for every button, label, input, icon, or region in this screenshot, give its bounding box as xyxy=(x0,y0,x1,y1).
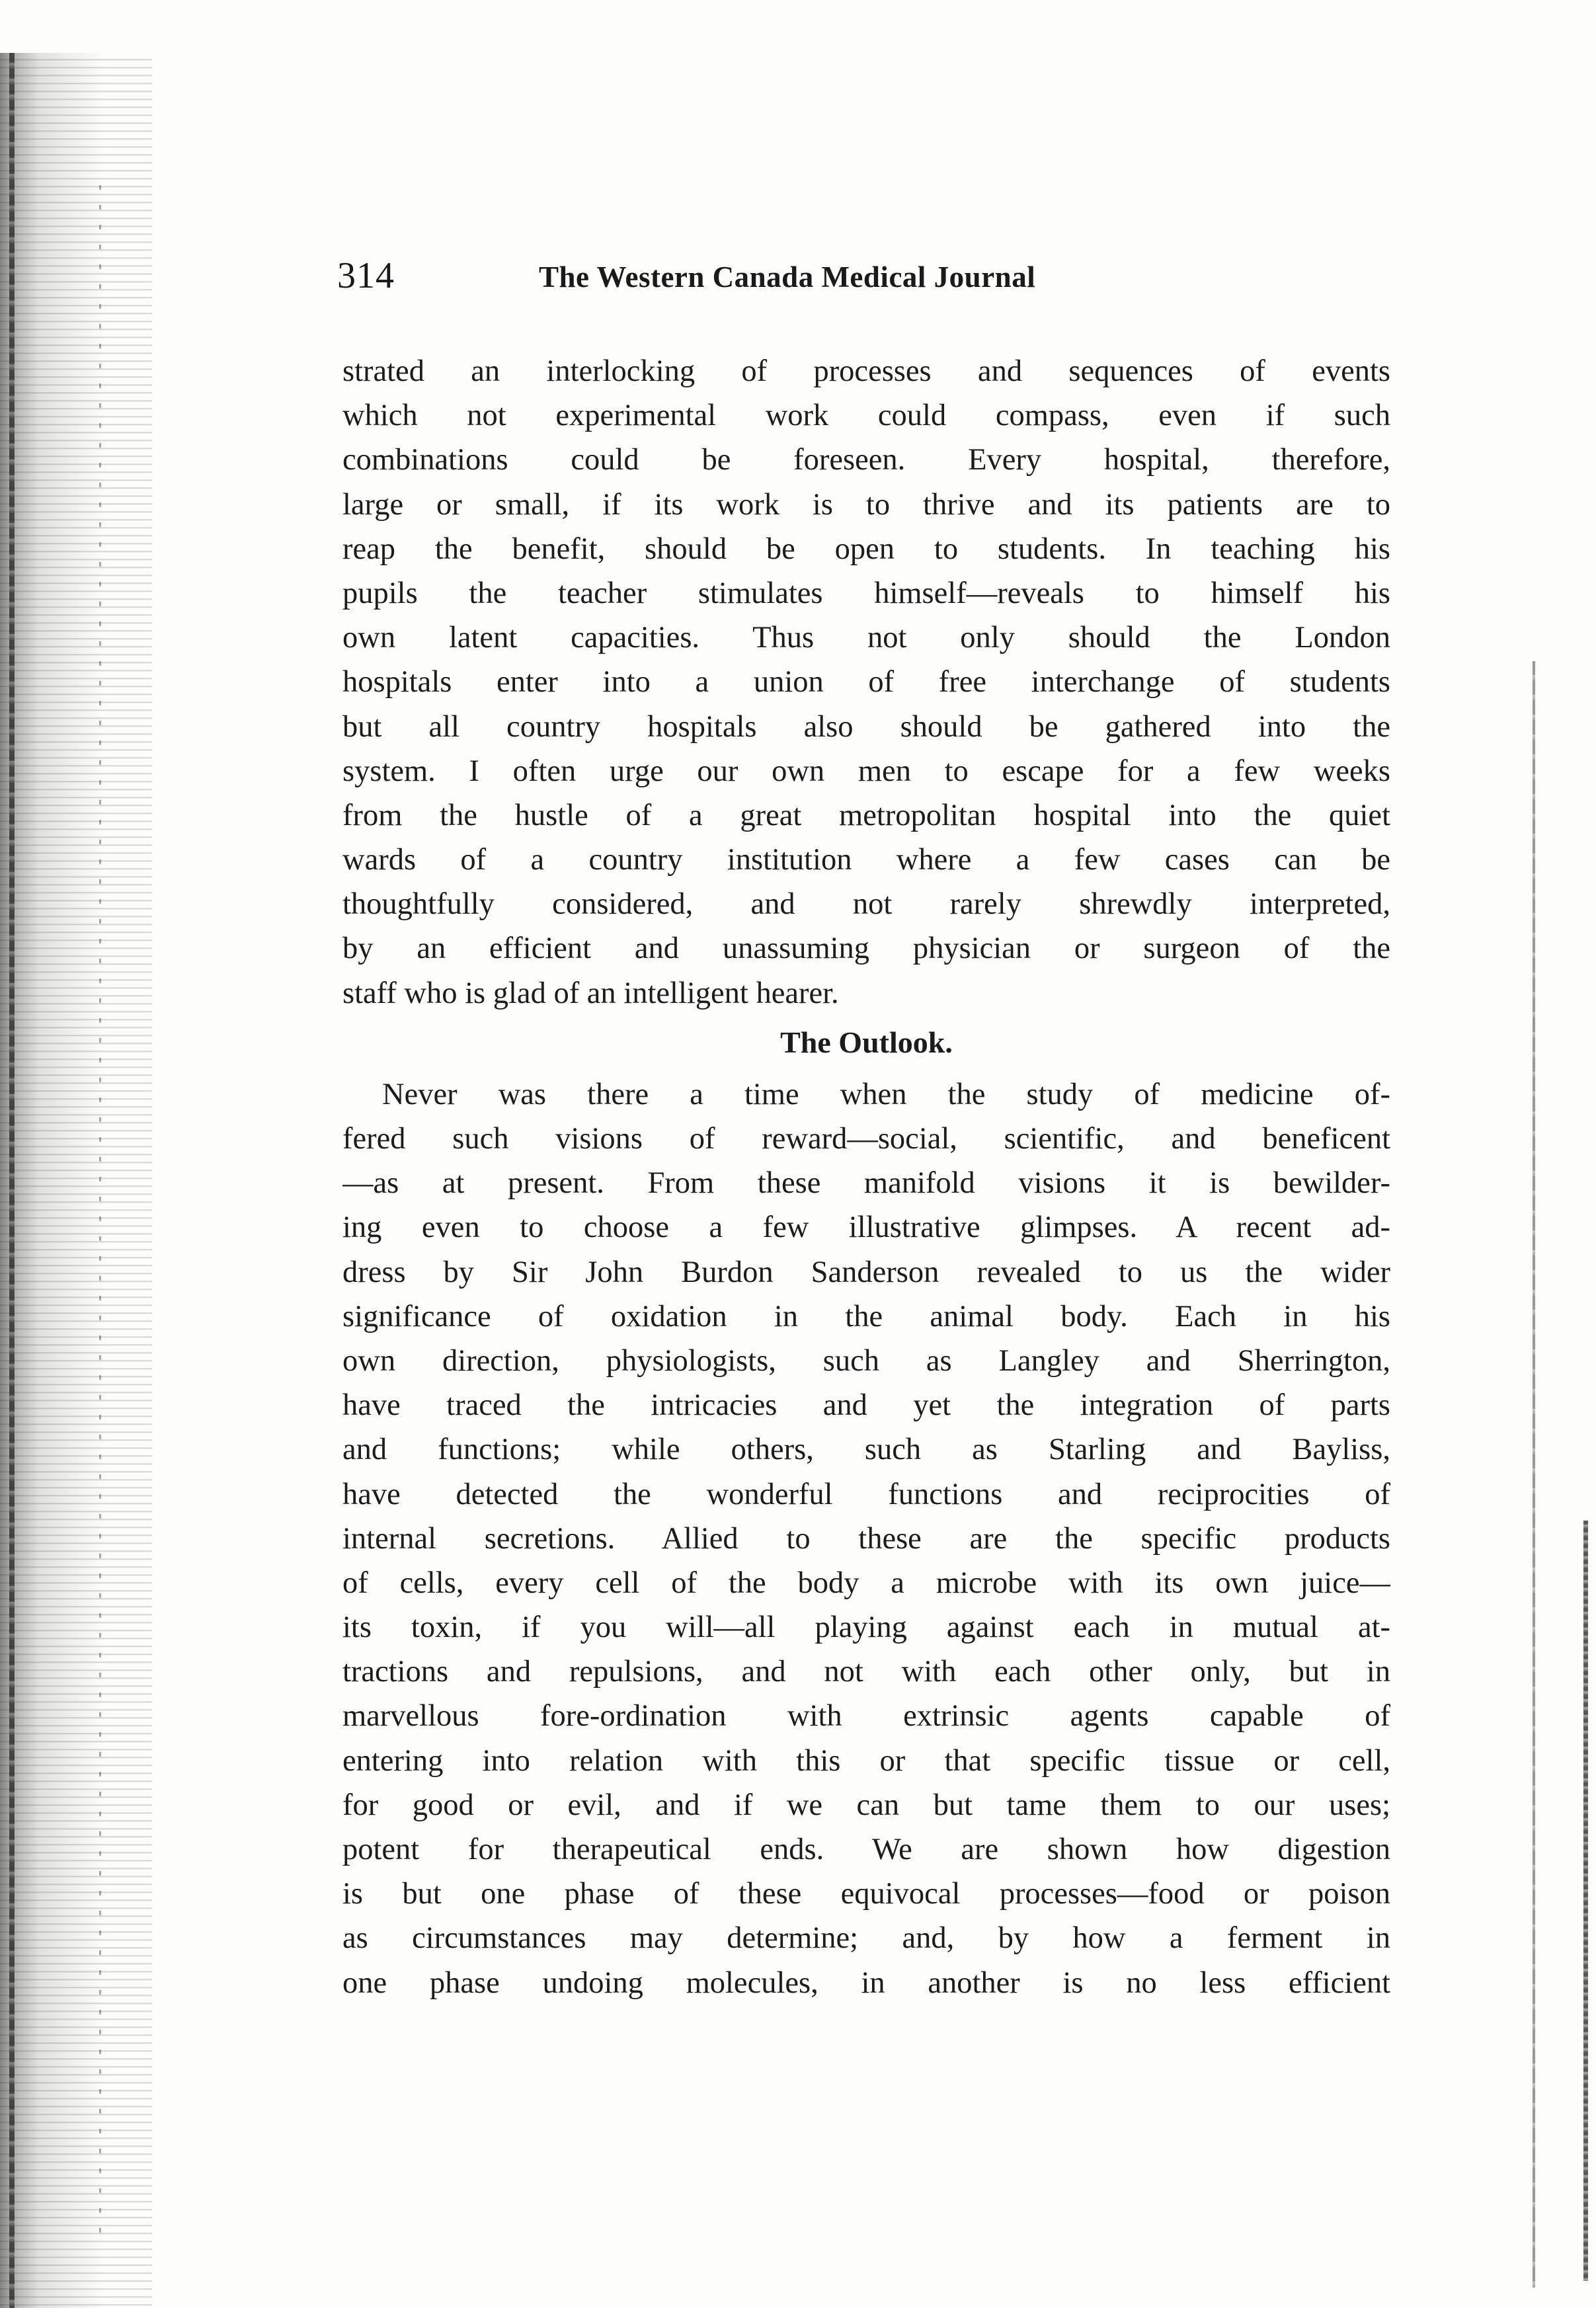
text-line: —as at present. From these manifold visions it is bewilder- xyxy=(342,1166,1390,1201)
text-line: and functions; while others, such as Starling and Bayliss, xyxy=(342,1433,1390,1467)
page-edge-line xyxy=(1533,661,1535,2288)
journal-title: The Western Canada Medical Journal xyxy=(539,260,1036,294)
text-line: pupils the teacher stimulates himself—reveals to himself his xyxy=(342,576,1390,610)
text-line: have traced the intricacies and yet the integration of parts xyxy=(342,1388,1390,1423)
text-line: fered such visions of reward—social, scientific, and beneficent xyxy=(342,1122,1390,1156)
section-heading: The Outlook. xyxy=(780,1025,953,1059)
paragraph-outlook xyxy=(342,1072,1390,2005)
text-line: system. I often urge our own men to escape for a few weeks xyxy=(342,754,1390,788)
text-line: of cells, every cell of the body a microbe with its own juice— xyxy=(342,1566,1390,1600)
text-line: Never was there a time when the study of medicine of- xyxy=(382,1077,1390,1111)
text-line: from the hustle of a great metropolitan hospital into the quiet xyxy=(342,798,1390,832)
text-line: marvellous fore-ordination with extrinsic agents capable of xyxy=(342,1699,1390,1733)
page-edge-shadow xyxy=(1583,1521,1588,2281)
text-line: for good or evil, and if we can but tame them to our uses; xyxy=(342,1788,1390,1822)
text-line: one phase undoing molecules, in another is no less efficient xyxy=(342,1966,1390,2000)
text-line: wards of a country institution where a few cases can be xyxy=(342,843,1390,877)
paragraph-continuation xyxy=(342,349,1390,1015)
text-line: ing even to choose a few illustrative glimpses. A recent ad- xyxy=(342,1211,1390,1245)
text-line: its toxin, if you will—all playing against each in mutual at- xyxy=(342,1611,1390,1645)
text-line: own latent capacities. Thus not only should the London xyxy=(342,621,1390,655)
text-line: dress by Sir John Burdon Sanderson revealed to us the wider xyxy=(342,1255,1390,1289)
text-line: large or small, if its work is to thrive and its patients are to xyxy=(342,487,1390,522)
binding-fold-mark xyxy=(99,185,101,2235)
text-line: reap the benefit, should be open to students. In teaching his xyxy=(342,532,1390,566)
text-line: as circumstances may determine; and, by how a ferment in xyxy=(342,1921,1390,1956)
text-line: but all country hospitals also should be gathered into the xyxy=(342,709,1390,744)
binding-spine-mark xyxy=(9,53,15,2308)
text-line: is but one phase of these equivocal processes—food or poison xyxy=(342,1877,1390,1911)
text-line: by an efficient and unassuming physician or surgeon of the xyxy=(342,932,1390,966)
article-body xyxy=(342,349,1390,2005)
text-line: hospitals enter into a union of free interchange of students xyxy=(342,665,1390,699)
text-line: strated an interlocking of processes and sequences of events xyxy=(342,354,1390,388)
text-line: own direction, physiologists, such as Langley and Sherrington, xyxy=(342,1343,1390,1378)
binding-gutter-shadow xyxy=(0,53,152,2308)
text-line: staff who is glad of an intelligent hearer. xyxy=(342,976,839,1010)
text-line: potent for therapeutical ends. We are shown how digestion xyxy=(342,1833,1390,1866)
text-line: internal secretions. Allied to these are the specific products xyxy=(342,1521,1390,1556)
page-header xyxy=(337,255,1217,314)
text-line: which not experimental work could compass, even if such xyxy=(342,399,1390,433)
text-line: combinations could be foreseen. Every hospital, therefore, xyxy=(342,443,1390,477)
text-line: significance of oxidation in the animal body. Each in his xyxy=(342,1299,1390,1333)
text-line: tractions and repulsions, and not with each other only, but in xyxy=(342,1655,1390,1689)
text-line: thoughtfully considered, and not rarely shrewdly interpreted, xyxy=(342,887,1390,922)
page-number: 314 xyxy=(337,255,395,296)
text-line: entering into relation with this or that specific tissue or cell, xyxy=(342,1743,1390,1778)
text-line: have detected the wonderful functions and reciprocities of xyxy=(342,1477,1390,1511)
